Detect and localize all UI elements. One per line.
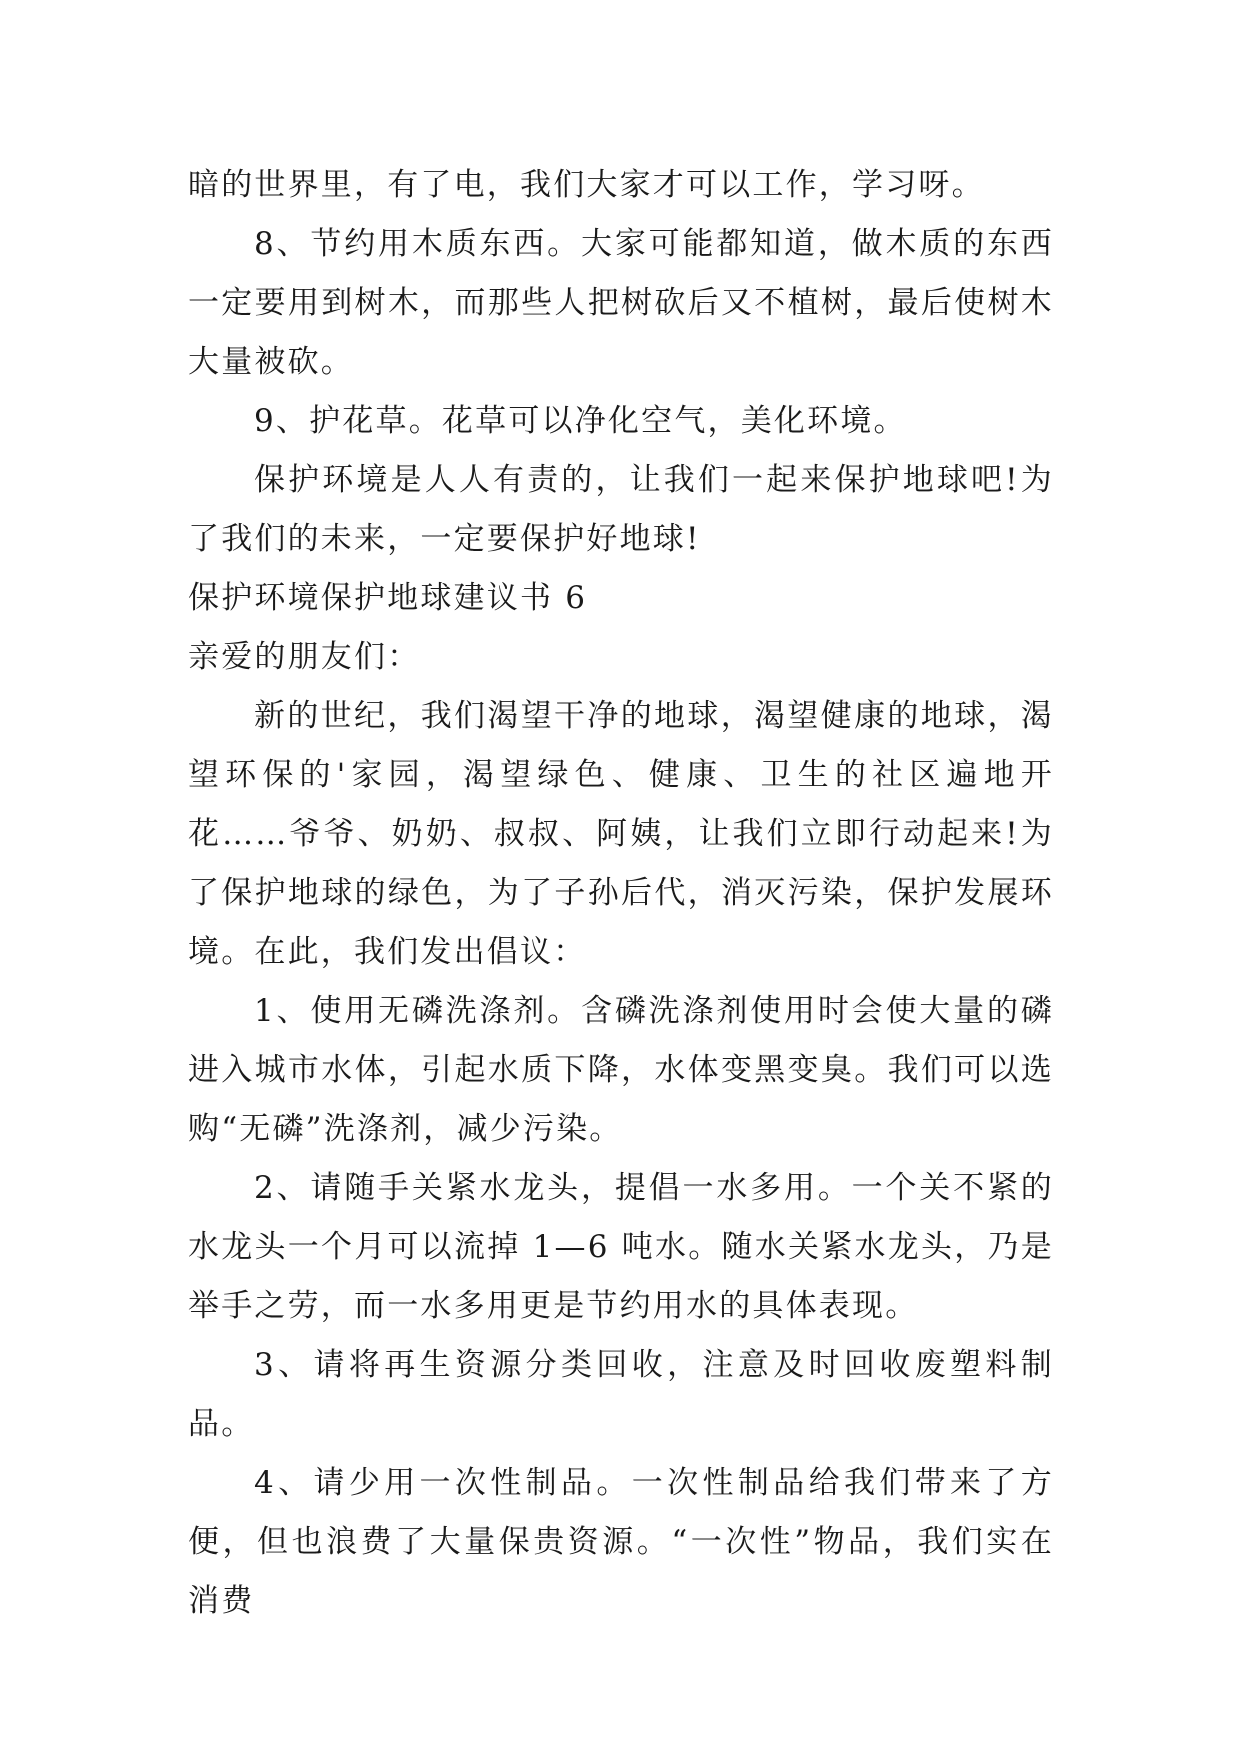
paragraph-item-4: 4、请少用一次性制品。一次性制品给我们带来了方便，但也浪费了大量保贵资源。“一次性”物品，我们实在消费 xyxy=(188,1465,1054,1619)
salutation: 亲爱的朋友们： xyxy=(188,639,421,675)
paragraph-continuation: 暗的世界里，有了电，我们大家才可以工作，学习呀。 xyxy=(188,167,985,203)
paragraph-closing: 保护环境是人人有责的，让我们一起来保护地球吧!为了我们的未来，一定要保护好地球! xyxy=(188,462,1054,557)
paragraph-item-2: 2、请随手关紧水龙头，提倡一水多用。一个关不紧的水龙头一个月可以流掉 1—6 吨水。随水关紧水龙头，乃是举手之劳，而一水多用更是节约用水的具体表现。 xyxy=(188,1170,1054,1324)
paragraph-item-3: 3、请将再生资源分类回收，注意及时回收废塑料制品。 xyxy=(188,1347,1054,1442)
paragraph-intro: 新的世纪，我们渴望干净的地球，渴望健康的地球，渴望环保的'家园，渴望绿色、健康、卫生的社区遍地开花……爷爷、奶奶、叔叔、阿姨，让我们立即行动起来!为了保护地球的绿色，为了子孙后代，消灭污染，保护发展环境。在此，我们发出倡议： xyxy=(188,698,1054,970)
paragraph-item-9: 9、护花草。花草可以净化空气，美化环境。 xyxy=(254,403,907,439)
document-body xyxy=(188,156,1054,1631)
section-title: 保护环境保护地球建议书 6 xyxy=(188,580,588,616)
paragraph-item-8: 8、节约用木质东西。大家可能都知道，做木质的东西一定要用到树木，而那些人把树砍后又不植树，最后使树木大量被砍。 xyxy=(188,226,1054,380)
paragraph-item-1: 1、使用无磷洗涤剂。含磷洗涤剂使用时会使大量的磷进入城市水体，引起水质下降，水体变黑变臭。我们可以选购“无磷”洗涤剂，减少污染。 xyxy=(188,993,1054,1147)
